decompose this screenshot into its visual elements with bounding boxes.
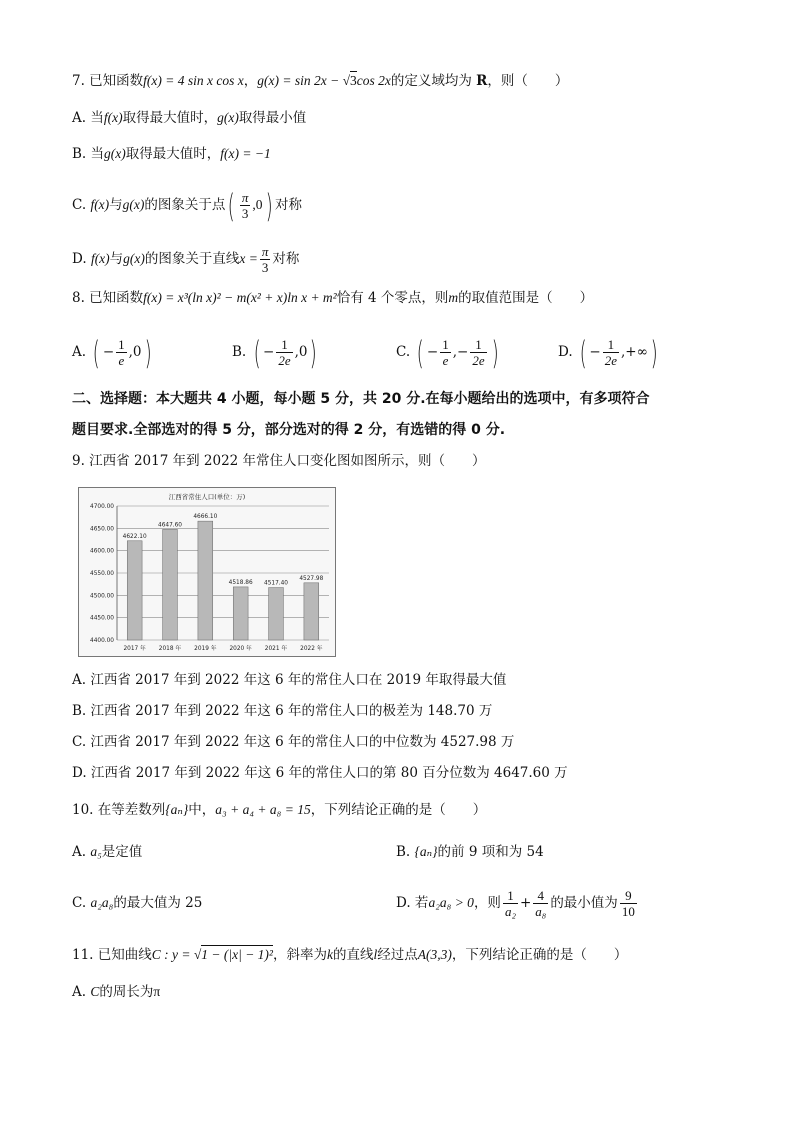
- q8-stem: 8. 已知函数f(x) = x³(ln x)² − m(x² + x)ln x + m²恰有 4 个零点，则m的取值范围是（ ）: [72, 290, 594, 306]
- y-tick-label: 4400.00: [90, 638, 114, 644]
- bar-value-label: 4517.40: [264, 580, 288, 587]
- bar-2020年: [233, 587, 248, 640]
- bar-value-label: 4527.98: [299, 575, 324, 582]
- x-tick-label: 2022 年: [300, 646, 323, 652]
- q9-stem: 9. 江西省 2017 年到 2022 年常住人口变化图如图所示，则（ ）: [72, 453, 486, 469]
- q9-option-b: B. 江西省 2017 年到 2022 年这 6 年的常住人口的极差为 148.70 万: [72, 703, 493, 719]
- q10-option-a: A. a₅是定值: [72, 844, 143, 860]
- q11-stem: 11. 已知曲线C : y = √1 − (|x| − 1)²，斜率为k的直线l经过点A(3,3)，下列结论正确的是（ ）: [72, 947, 628, 963]
- bar-2017年: [127, 541, 142, 640]
- q8-option-d: D. ( − $\frac{1}{2e}$ ,+∞): [558, 333, 658, 372]
- q9-option-c: C. 江西省 2017 年到 2022 年这 6 年的常住人口的中位数为 4527.98 万: [72, 734, 515, 750]
- x-tick-label: 2021 年: [264, 646, 288, 652]
- bar-2022年: [304, 583, 319, 640]
- section-heading-line1: 二、选择题：本大题共 4 小题，每小题 5 分，共 20 分.在每小题给出的选项中，有多项符合: [72, 391, 650, 407]
- y-tick-label: 4600.00: [90, 548, 114, 555]
- q10-stem: 10. 在等差数列{aₙ}中，a₃ + a₄ + a₈ = 15，下列结论正确的是（ ）: [72, 802, 487, 818]
- q11-option-a: A. C的周长为π: [72, 984, 161, 1000]
- q9-option-d: D. 江西省 2017 年到 2022 年这 6 年的常住人口的第 80 百分位数为 4647.60 万: [72, 765, 568, 781]
- y-tick-label: 4550.00: [90, 571, 114, 577]
- q7-option-a: A. 当f(x)取得最大值时，g(x)取得最小值: [72, 110, 307, 126]
- x-tick-label: 2018 年: [158, 646, 182, 652]
- section-heading-line2: 题目要求.全部选对的得 5 分，部分选对的得 2 分，有选错的得 0 分.: [72, 422, 506, 438]
- bar-value-label: 4518.86: [228, 579, 253, 586]
- x-tick-label: 2017 年: [123, 646, 146, 652]
- bar-2018年: [163, 529, 178, 640]
- bar-value-label: 4666.10: [193, 514, 218, 521]
- x-tick-label: 2020 年: [229, 646, 252, 652]
- y-tick-label: 4450.00: [90, 615, 114, 622]
- q10-option-c: C. a₂a₈的最大值为 25: [72, 895, 203, 911]
- population-bar-chart: [78, 487, 336, 657]
- q7-option-b: B. 当g(x)取得最大值时，f(x) = −1: [72, 146, 271, 162]
- q7-stem: 7. 已知函数f(x) = 4 sin x cos x，g(x) = sin 2x − √3cos 2x的定义域均为 R，则（ ）: [72, 73, 569, 89]
- y-tick-label: 4650.00: [90, 526, 114, 533]
- q9-option-a: A. 江西省 2017 年到 2022 年这 6 年的常住人口在 2019 年取得最大值: [72, 672, 507, 688]
- q10-option-d: D. 若a₂a₈ > 0，则 $\frac{1}{\text{a₂}}$ + $\frac{4}{\text{a₈}}$ 的最小值为 $\frac{9}{10}$: [396, 888, 635, 919]
- bar-value-label: 4622.10: [122, 533, 147, 540]
- chart-title: 江西省常住人口(单位：万): [168, 493, 246, 501]
- q7-option-d: D. f(x)与g(x)的图象关于直线x = $\frac{\pi}{3}$ 对称: [72, 244, 300, 275]
- q8-option-a: A. ( − $\frac{1}{e}$ ,0): [72, 333, 152, 372]
- q8-option-c: C. ( − $\frac{1}{e}$ ,− $\frac{1}{2e}$ ): [396, 333, 499, 372]
- q8-option-b: B. ( − $\frac{1}{2e}$ ,0): [232, 333, 318, 372]
- y-tick-label: 4700.00: [90, 504, 114, 510]
- q10-option-b: B. {aₙ}的前 9 项和为 54: [396, 844, 544, 860]
- y-tick-label: 4500.00: [90, 593, 114, 600]
- x-tick-label: 2019 年: [194, 646, 217, 652]
- bar-2021年: [269, 588, 284, 640]
- q7-option-c: C. f(x)与g(x)的图象关于点( $\frac{\pi}{3}$ ,0) 对称: [72, 186, 303, 225]
- bar-2019年: [198, 521, 213, 640]
- bar-value-label: 4647.60: [158, 522, 182, 529]
